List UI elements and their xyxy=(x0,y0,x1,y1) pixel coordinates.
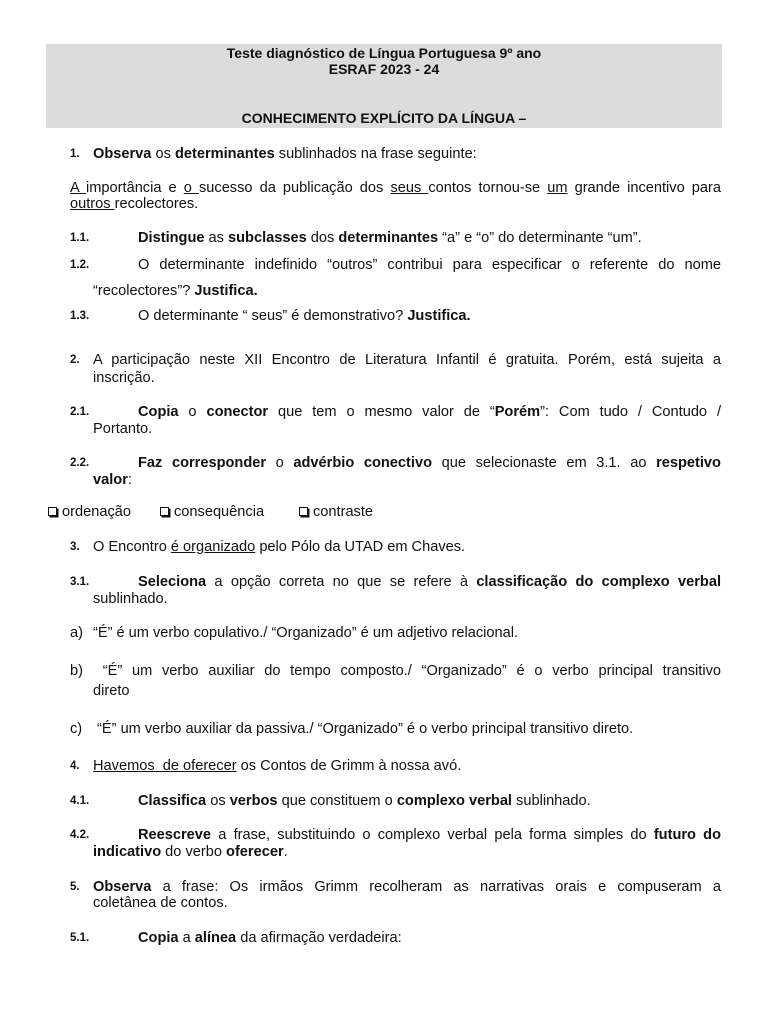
q1-instruction: Observa os determinantes sublinhados na frase seguinte: xyxy=(93,146,477,162)
q2-2-line2: valor: xyxy=(93,472,132,488)
q5-number: 5. xyxy=(70,881,80,893)
q1-sentence-line1: A importância e o sucesso da publicação dos seus contos tornou-se um grande incentivo para xyxy=(70,180,722,196)
checkbox-icon xyxy=(160,507,169,516)
q1-3-number: 1.3. xyxy=(70,310,90,322)
q4-2-line2: indicativo do verbo oferecer. xyxy=(93,844,288,860)
q2-1-number: 2.1. xyxy=(70,406,90,418)
q2-1-line1: Copia o conector que tem o mesmo valor de “Porém”: Com tudo / Contudo / xyxy=(138,404,721,420)
q4-text: Havemos de oferecer os Contos de Grimm à nossa avó. xyxy=(93,758,462,774)
option-c-label: c) xyxy=(70,721,83,737)
option-a-label: a) xyxy=(70,625,83,641)
q4-number: 4. xyxy=(70,760,80,772)
q2-2-number: 2.2. xyxy=(70,457,90,469)
q3-1-number: 3.1. xyxy=(70,576,90,588)
checkbox-contraste[interactable]: contraste xyxy=(299,503,373,521)
q1-2-number: 1.2. xyxy=(70,259,90,271)
q5-1-text: Copia a alínea da afirmação verdadeira: xyxy=(138,930,402,946)
q2-2-line1: Faz corresponder o advérbio conectivo que selecionaste em 3.1. ao respetivo xyxy=(138,455,721,471)
q5-line2: coletânea de contos. xyxy=(93,895,228,911)
q3-number: 3. xyxy=(70,541,80,553)
q1-2-line2: “recolectores”? Justifica. xyxy=(93,283,258,299)
q2-line1: A participação neste XII Encontro de Literatura Infantil é gratuita. Porém, está sujeita a xyxy=(93,352,721,368)
q1-3-text: O determinante “ seus” é demonstrativo? Justifica. xyxy=(138,308,471,324)
section-title: CONHECIMENTO EXPLÍCITO DA LÍNGUA – xyxy=(241,110,527,126)
q4-2-line1: Reescreve a frase, substituindo o complexo verbal pela forma simples do futuro do xyxy=(138,827,721,843)
q1-number: 1. xyxy=(70,148,80,160)
test-title: Teste diagnóstico de Língua Portuguesa 9º ano xyxy=(226,45,542,61)
q1-1-text: Distingue as subclasses dos determinantes “a” e “o” do determinante “um”. xyxy=(138,230,642,246)
school-year: ESRAF 2023 - 24 xyxy=(328,61,440,77)
q1-sentence-line2: outros recolectores. xyxy=(70,196,199,212)
q4-1-number: 4.1. xyxy=(70,795,90,807)
q2-number: 2. xyxy=(70,354,80,366)
checkbox-consequencia[interactable]: consequência xyxy=(160,503,264,521)
q5-line1: Observa a frase: Os irmãos Grimm recolheram as narrativas orais e compuseram a xyxy=(93,879,721,895)
option-b-line2: direto xyxy=(93,683,130,699)
q1-1-number: 1.1. xyxy=(70,232,90,244)
option-b-line1: “É” um verbo auxiliar do tempo composto./ “Organizado” é o verbo principal transitivo xyxy=(93,663,721,679)
checkbox-icon xyxy=(48,507,57,516)
q3-1-line1: Seleciona a opção correta no que se refere à classificação do complexo verbal xyxy=(138,574,722,590)
option-b-label: b) xyxy=(70,663,83,679)
q1-2-line1: O determinante indefinido “outros” contribui para especificar o referente do nome xyxy=(138,257,721,273)
q4-1-text: Classifica os verbos que constituem o complexo verbal sublinhado. xyxy=(138,793,591,809)
q4-2-number: 4.2. xyxy=(70,829,90,841)
q2-1-line2: Portanto. xyxy=(93,421,153,437)
q3-text: O Encontro é organizado pelo Pólo da UTAD em Chaves. xyxy=(93,539,466,555)
q2-line2: inscrição. xyxy=(93,370,155,386)
option-a-text: “É” é um verbo copulativo./ “Organizado” é um adjetivo relacional. xyxy=(93,625,519,641)
q3-1-line2: sublinhado. xyxy=(93,591,168,607)
option-c-text: “É” um verbo auxiliar da passiva./ “Organizado” é o verbo principal transitivo direto. xyxy=(93,721,634,737)
q5-1-number: 5.1. xyxy=(70,932,90,944)
checkbox-icon xyxy=(299,507,308,516)
checkbox-ordenacao[interactable]: ordenação xyxy=(48,503,131,521)
